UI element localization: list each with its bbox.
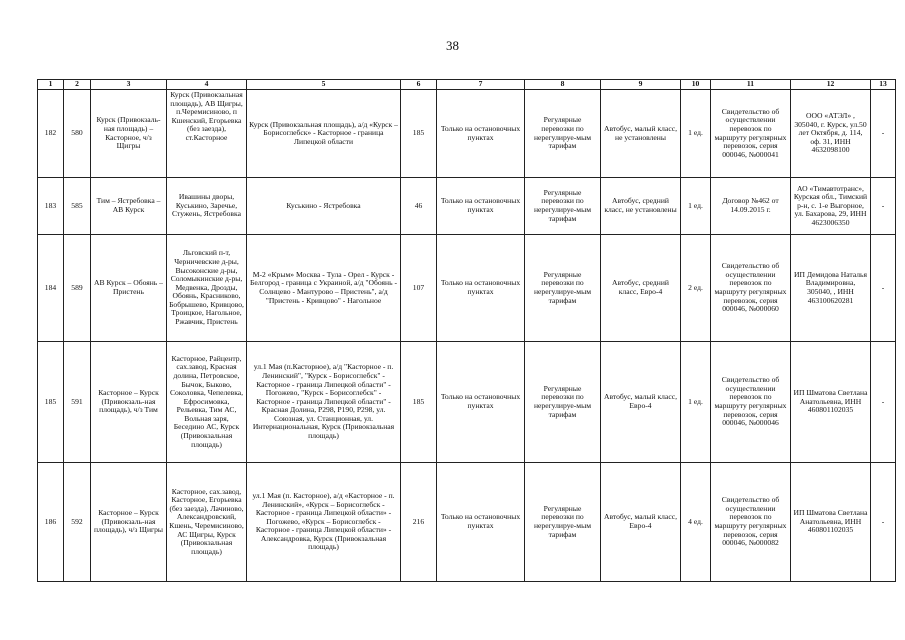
certificate: Договор №462 от 14.09.2015 г. — [711, 178, 791, 235]
certificate: Свидетельство об осуществлении перевозок по маршруту регулярных перевозок, серия 000046, №000082 — [711, 463, 791, 582]
vehicle-class: Автобус, средний класс, Евро-4 — [601, 235, 681, 342]
column-header-1: 1 — [38, 80, 64, 90]
table-row — [38, 90, 896, 178]
transport-type: Регулярные перевозки по нерегулируе-мым тарифам — [525, 90, 601, 178]
vehicle-count: 1 ед. — [681, 178, 711, 235]
route-name: Тим – Ястребовка – АВ Курск — [91, 178, 167, 235]
notes: - — [871, 463, 896, 582]
route-number: 591 — [64, 342, 91, 463]
row-number: 182 — [38, 90, 64, 178]
column-header-2: 2 — [64, 80, 91, 90]
column-header-3: 3 — [91, 80, 167, 90]
certificate: Свидетельство об осуществлении перевозок по маршруту регулярных перевозок, серия 000046, №000046 — [711, 342, 791, 463]
vehicle-count: 1 ед. — [681, 90, 711, 178]
stopping-points: Касторное, Райцентр, сах.завод, Красная долина, Петровское, Бычок, Быково, Соколовка, Чепелевка, Ефросимовка, Рельевка, Тим АС, Вольная заря, Беседино АС, Курск (Привокзальная площадь) — [167, 342, 247, 463]
carrier: ИП Демидова Наталья Владимировна, 305040, , ИНН 463100620281 — [791, 235, 871, 342]
transport-type: Регулярные перевозки по нерегулируе-мым тарифам — [525, 235, 601, 342]
boarding-order: Только на остановочных пунктах — [437, 90, 525, 178]
column-header-9: 9 — [601, 80, 681, 90]
page-number: 38 — [446, 38, 459, 53]
route-number: 580 — [64, 90, 91, 178]
column-header-13: 13 — [871, 80, 896, 90]
boarding-order: Только на остановочных пунктах — [437, 178, 525, 235]
route-number: 585 — [64, 178, 91, 235]
route-length: 216 — [401, 463, 437, 582]
route-name: Курск (Привокзаль-ная площадь) – Касторное, ч/з Щигры — [91, 90, 167, 178]
notes: - — [871, 178, 896, 235]
streets-roads: Курск (Привокзальная площадь), а/д «Курск – Борисоглебск» - Касторное - граница Липецкой области — [247, 90, 401, 178]
vehicle-count: 4 ед. — [681, 463, 711, 582]
streets-roads: ул.1 Мая (п.Касторное), а/д "Касторное - п. Ленинский", "Курск - Борисоглебск" - Касторное - граница Липецкой области" - Погожево, "Курск - Борисоглебск" - Касторное - граница Липецкой области" - Красная Долина, Р298, Р190, Р298, ул. Союзная, ул. Станционная, ул. Интернациональная, Курск (Привокзальная площадь) — [247, 342, 401, 463]
carrier: ИП Шматова Светлана Анатольевна, ИНН 460801102035 — [791, 342, 871, 463]
stopping-points: Ивашины дворы, Куськино, Заречье, Стужень, Ястребовка — [167, 178, 247, 235]
carrier: ИП Шматова Светлана Анатольевна, ИНН 460801102035 — [791, 463, 871, 582]
table-row — [38, 178, 896, 235]
certificate: Свидетельство об осуществлении перевозок по маршруту регулярных перевозок, серия 000046, №000041 — [711, 90, 791, 178]
stopping-points: Касторное, сах.завод, Касторное, Егорьевка (без заезда), Лачиново, Александровский, Кшень, Черемисиново, АС Щигры, Курск (Привокзальная площадь) — [167, 463, 247, 582]
route-length: 185 — [401, 342, 437, 463]
notes: - — [871, 90, 896, 178]
transport-type: Регулярные перевозки по нерегулируе-мым тарифам — [525, 463, 601, 582]
table-row — [38, 235, 896, 342]
transport-type: Регулярные перевозки по нерегулируе-мым тарифам — [525, 342, 601, 463]
row-number: 183 — [38, 178, 64, 235]
route-name: АВ Курск – Обоянь – Пристень — [91, 235, 167, 342]
boarding-order: Только на остановочных пунктах — [437, 463, 525, 582]
route-name: Касторное – Курск (Привокзаль-ная площадь), ч/з Щигры — [91, 463, 167, 582]
route-number: 589 — [64, 235, 91, 342]
route-name: Касторное – Курск (Привокзаль-ная площадь), ч/з Тим — [91, 342, 167, 463]
column-header-7: 7 — [437, 80, 525, 90]
streets-roads: М-2 «Крым» Москва - Тула - Орел - Курск - Белгород - граница с Украиной, а/д "Обоянь - Солнцево - Мантурово – Пристень", а/д "Пристень - Кривцово" - Нагольное — [247, 235, 401, 342]
vehicle-class: Автобус, малый класс, Евро-4 — [601, 342, 681, 463]
vehicle-count: 2 ед. — [681, 235, 711, 342]
column-header-11: 11 — [711, 80, 791, 90]
route-length: 107 — [401, 235, 437, 342]
column-header-8: 8 — [525, 80, 601, 90]
stopping-points: Курск (Привокзальная площадь), АВ Щигры, п.Черемисиново, п Кшенский, Егорьевка (без заезда), ст.Касторное — [167, 90, 247, 178]
boarding-order: Только на остановочных пунктах — [437, 235, 525, 342]
streets-roads: ул.1 Мая (п. Касторное), а/д «Касторное - п. Ленинский», «Курск – Борисоглебск - Касторное - граница Липецкой области» - Погожево, «Курск – Борисоглебск - Касторное - граница Липецкой области» - Александровка, Курск (Привокзальная площадь) — [247, 463, 401, 582]
vehicle-class: Автобус, средний класс, не установлены — [601, 178, 681, 235]
table-row — [38, 463, 896, 582]
route-length: 185 — [401, 90, 437, 178]
boarding-order: Только на остановочных пунктах — [437, 342, 525, 463]
column-header-5: 5 — [247, 80, 401, 90]
column-header-10: 10 — [681, 80, 711, 90]
route-length: 46 — [401, 178, 437, 235]
vehicle-count: 1 ед. — [681, 342, 711, 463]
streets-roads: Куськино - Ястребовка — [247, 178, 401, 235]
route-number: 592 — [64, 463, 91, 582]
header-row — [38, 80, 896, 90]
stopping-points: Льговский п-т, Черничевские д-ры, Высоконские д-ры, Соломыкинские д-ры, Медвенка, Дрозды, Обоянь, Красниково, Бобрышево, Кривцово, Троицкое, Нагольное, Ржавчик, Пристень — [167, 235, 247, 342]
carrier: АО «Тимавтотранс», Курская обл., Тимский р-н, с. 1-е Выгорное, ул. Бахарова, 29, ИНН 4623006350 — [791, 178, 871, 235]
row-number: 186 — [38, 463, 64, 582]
vehicle-class: Автобус, малый класс, не установлены — [601, 90, 681, 178]
carrier: ООО «АТЭЛ» , 305040, г. Курск, ул.50 лет Октября, д. 114, оф. 31, ИНН 4632098100 — [791, 90, 871, 178]
column-header-12: 12 — [791, 80, 871, 90]
column-header-6: 6 — [401, 80, 437, 90]
transport-type: Регулярные перевозки по нерегулируе-мым тарифам — [525, 178, 601, 235]
row-number: 185 — [38, 342, 64, 463]
vehicle-class: Автобус, малый класс, Евро-4 — [601, 463, 681, 582]
notes: - — [871, 235, 896, 342]
notes: - — [871, 342, 896, 463]
row-number: 184 — [38, 235, 64, 342]
table-row — [38, 342, 896, 463]
column-header-4: 4 — [167, 80, 247, 90]
certificate: Свидетельство об осуществлении перевозок по маршруту регулярных перевозок, серия 000046, №000060 — [711, 235, 791, 342]
routes-table — [37, 79, 896, 582]
